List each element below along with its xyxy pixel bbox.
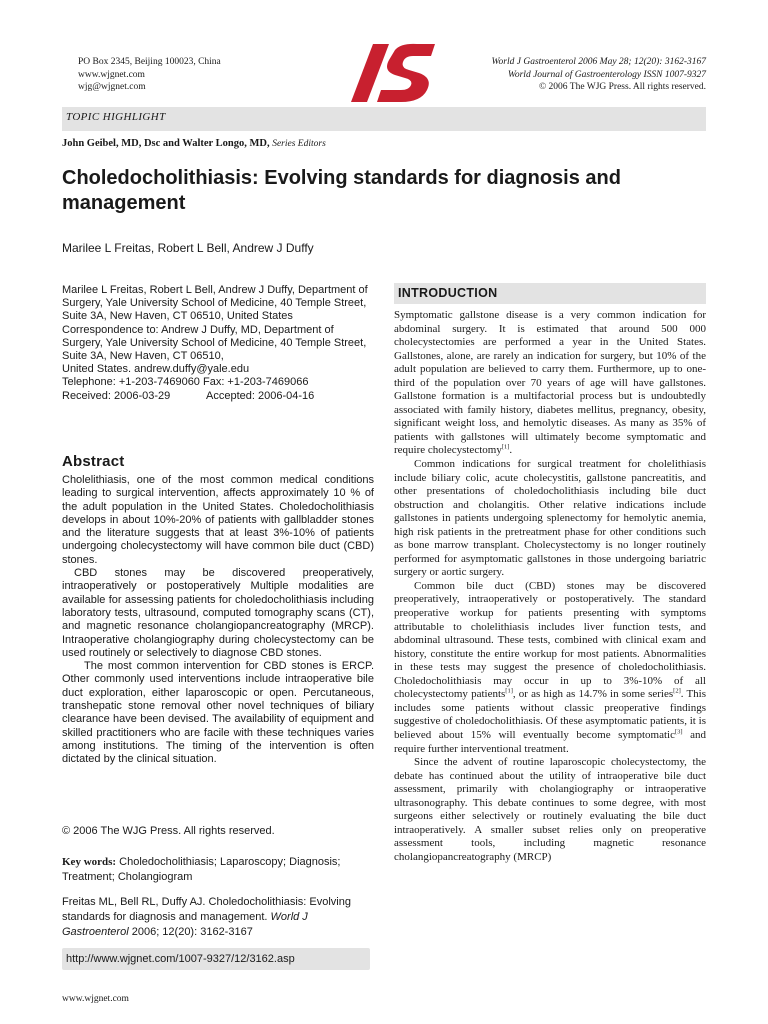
intro-paragraph: Common bile duct (CBD) stones may be discovered preoperatively, intraoperatively or postoperatively. The standard preoperative workup for patients presenting with symptoms attributable to cholelithiasis includes liver function tests, and abdominal ultrasound. These tests, combined with clinical exam and history, constitute the entire workup for most patients. Abnormalities in these tests may suggest the presence of choledocholithiasis. Choledocholithiasis may occur in up to 3%-10% of all cholecystectomy patients[1], or as high as 14.7% in some series[2]. This includes some patients without classic preoperative findings suggestive of choledocholithiasis. Of these asymptomatic patients, it is believed about 15% will eventually become symptomatic[3] and require further interventional treatment. [394,579,707,755]
series-editors [62,138,326,149]
contact-website[interactable]: www.wjgnet.com [78,69,145,80]
citation-journal: World J Gastroenterol [62,911,308,938]
citation-ref: 2006; 12(20): 3162-3167 [131,926,253,938]
reference-marker[interactable]: [1] [505,687,513,695]
article-title: Choledocholithiasis: Evolving standards for diagnosis and management [62,167,621,214]
affiliation-text: Marilee L Freitas, Robert L Bell, Andrew J Duffy, Department of Surgery, Yale University School of Medicine, 40 Temple Street, Suite 3A, New Haven, CT 06510, United States [62,284,368,323]
abstract-body [62,474,374,767]
keywords [62,855,374,885]
article-url-link[interactable]: http://www.wjgnet.com/1007-9327/12/3162.asp [66,953,295,965]
header-copyright: © 2006 The WJG Press. All rights reserved. [538,82,706,92]
introduction-body [394,309,706,864]
footer-website[interactable]: www.wjgnet.com [62,994,129,1004]
citation-text: Freitas ML, Bell RL, Duffy AJ. Choledocholithiasis: Evolving standards for diagnosis and management. [62,896,351,923]
journal-issn: World Journal of Gastroenterology ISSN 1007-9327 [507,69,706,80]
abstract-heading: Abstract [62,453,125,470]
correspondence-text: Correspondence to: Andrew J Duffy, MD, Department of Surgery, Yale University School of Medicine, 40 Temple Street, Suite 3A, New Haven, CT 06510, [62,323,367,363]
keywords-label: Key words: [62,856,117,868]
citation [62,895,374,940]
journal-logo [343,42,439,104]
abstract-copyright: © 2006 The WJG Press. All rights reserved. [62,825,275,837]
reference-marker[interactable]: [1] [501,443,510,451]
abstract-paragraph: The most common intervention for CBD stones is ERCP. Other commonly used interventions include intraoperative bile duct exploration, either laparoscopic or open. Percutaneous, transhepatic stone removal other novel techniques of biliary clearance have been devised. The availability of equipment and skilled practitioners who are facile with these techniques varies among institutions. The timing of the intervention is often dictated by the clinical situation. [62,660,374,766]
article-authors: Marilee L Freitas, Robert L Bell, Andrew J Duffy [62,241,314,255]
intro-paragraph: Symptomatic gallstone disease is a very common indication for abdominal surgery. It is estimated that around 500 000 cholecystectomies are performed a year in the United States. Gallstones, alone, are rarely an indication for surgery, but 10% of the adult population are believed to carry them. Furthermore, up to one-third of the population over 70 years of age will have gallstones. Gallstone formation is a multifactorial process but is undoubtedly associated with family history, diabetes mellitus, pregnancy, obesity, significant weight loss, and hemolytic diseases. As many as 35% of patients with gallstones will ultimately become symptomatic and require cholecystectomy[1]. [394,309,706,457]
affiliation-block [62,284,374,403]
topic-highlight-bar [62,107,706,131]
editor-names: John Geibel, MD, Dsc and Walter Longo, MD, [62,138,270,149]
email-line: United States. andrew.duffy@yale.edu [62,363,250,376]
abstract-paragraph: CBD stones may be discovered preoperatively, intraoperatively or postoperatively Multiple modalities are available for assessing patients for choledocholithiasis including laboratory tests, ultrasound, computed tomography scans (CT), and magnetic resonance cholangiopancreatography (MRCP). Intraoperative cholangiography during cholecystectomy can be used routinely or selectively to diagnose CBD stones. [62,567,374,659]
keywords-text: Choledocholithiasis; Laparoscopy; Diagnosis; Treatment; Cholangiogram [62,856,341,883]
reference-marker[interactable]: [3] [674,728,683,736]
editor-role: Series Editors [272,139,326,149]
introduction-section [394,283,706,864]
contact-address: PO Box 2345, Beijing 100023, China [78,57,221,67]
contact-email[interactable]: wjg@wjgnet.com [78,82,146,92]
intro-paragraph: Since the advent of routine laparoscopic cholecystectomy, the debate has continued about the utility of intraoperative bile duct assessment, primarily with cholangiography or intraoperative ultrasonography. This debate continues to some degree, with most surgeons either selectively or routinely evaluating the bile duct intraoperatively. A smaller subset relies only on preoperative assessment tools, including magnetic resonance cholangiopancreatography (MRCP) [394,756,706,863]
received-date: Received: 2006-03-29 [62,389,171,402]
article-url-box [62,948,370,970]
accepted-date: Accepted: 2006-04-16 [206,389,315,402]
introduction-heading: INTRODUCTION [394,283,706,304]
journal-contact [78,56,221,94]
reference-marker[interactable]: [2] [673,687,681,695]
topic-label: TOPIC HIGHLIGHT [66,111,166,123]
intro-paragraph: Common indications for surgical treatment for cholelithiasis include biliary colic, acute cholecystitis, gallstone pancreatitis, and other presentations of choledocholithiasis including bile duct obstruction and cholangitis. Other relative indications include gallstones in patients undergoing splenectomy for hemolytic anemia, high risk patients in the pretreatment phase for other conditions such as bone marrow transplant. Cholecystectomy is no longer routinely performed for asymptomatic gallstones in those undergoing bariatric surgery or aortic surgery. [394,458,706,579]
journal-issue: World J Gastroenterol 2006 May 28; 12(20): 3162-3167 [491,57,706,67]
journal-citation-header [491,56,706,94]
telephone-line: Telephone: +1-203-7469060 Fax: +1-203-7469066 [62,376,309,389]
abstract-paragraph: Cholelithiasis, one of the most common medical conditions leading to surgical intervention, affects approximately 10 % of the adult population in the United States. Choledocholithiasis develops in about 10%-20% of patients with gallbladder stones and the literature suggests that at least 3%-10% of patients undergoing cholecystectomy will have common bile duct (CBD) stones. [62,474,374,566]
